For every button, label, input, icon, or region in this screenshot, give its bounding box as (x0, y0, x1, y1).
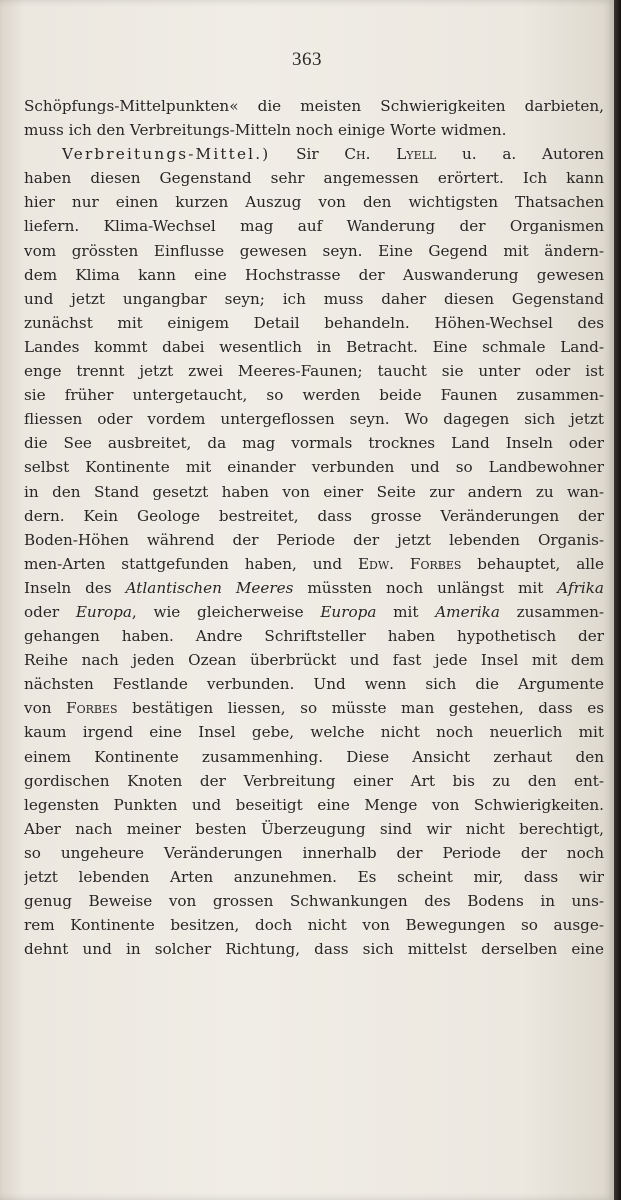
text-segment: selbst Kontinente mit einander verbunden und so Landbewohner (24, 458, 604, 477)
text-line (24, 166, 604, 190)
text-line (24, 793, 604, 817)
text-segment: vom grössten Einflusse gewesen seyn. Eine Gegend mit ändern- (24, 241, 604, 260)
text-segment: Europa (320, 602, 377, 621)
text-segment: dem Klima kann eine Hochstrasse der Auswanderung gewesen (24, 265, 604, 284)
text-segment: oder (24, 602, 76, 621)
text-line (24, 576, 604, 600)
text-segment: enge trennt jetzt zwei Meeres-Faunen; taucht sie unter oder ist (24, 362, 604, 381)
text-line (24, 648, 604, 672)
text-segment: Verbreitungs-Mittel.) (62, 145, 271, 164)
text-segment: , wie gleicherweise (131, 602, 321, 621)
text-segment: sie früher untergetaucht, so werden beide Faunen zusammen- (24, 386, 604, 405)
text-segment: Amerika (435, 602, 500, 621)
text-segment: kaum irgend eine Insel gebe, welche nicht noch neuerlich mit (24, 723, 604, 742)
text-line (24, 504, 604, 528)
text-segment: men-Arten stattgefunden haben, und (24, 554, 358, 573)
text-segment: Schöpfungs-Mittelpunkten« die meisten Schwierigkeiten darbieten, (24, 97, 604, 115)
text-segment: in den Stand gesetzt haben von einer Seite zur andern zu wan- (24, 482, 604, 501)
text-segment: dehnt und in solcher Richtung, dass sich mittelst derselben eine (24, 940, 604, 959)
text-segment: von (24, 699, 67, 718)
text-segment: rem Kontinente besitzen, doch nicht von Bewegungen so ausge- (24, 916, 604, 935)
text-line (24, 359, 604, 383)
text-line (24, 263, 604, 287)
text-segment: Atlantischen Meeres (125, 578, 294, 597)
text-segment: Sir (270, 145, 345, 164)
text-line (24, 480, 604, 504)
text-line (24, 841, 604, 865)
text-segment: hier nur einen kurzen Auszug von den wichtigsten Thatsachen (24, 193, 604, 212)
text-segment: u. a. Autoren (436, 145, 604, 164)
text-line (24, 552, 604, 576)
text-segment: Aber nach meiner besten Überzeugung sind wir nicht berechtigt, (24, 819, 604, 838)
text-line (24, 817, 604, 841)
text-line (24, 190, 604, 214)
text-segment: gordischen Knoten der Verbreitung einer Art bis zu den ent- (24, 771, 604, 790)
text-segment: Inseln des (24, 578, 126, 597)
text-line (24, 865, 604, 889)
text-line (24, 600, 604, 624)
text-line (24, 287, 604, 311)
text-line (24, 214, 604, 238)
text-segment: Forbes (66, 699, 118, 718)
text-line (24, 720, 604, 744)
text-segment: legensten Punkten und beseitigt eine Menge von Schwierigkeiten. (24, 795, 604, 814)
text-segment: Edw. Forbes (357, 554, 462, 573)
text-segment: mit (376, 602, 436, 621)
text-line (24, 239, 604, 263)
text-line (24, 455, 604, 479)
text-segment: gehangen haben. Andre Schriftsteller haben hypothetisch der (24, 627, 604, 646)
text-segment: Afrika (557, 578, 604, 597)
text-line (24, 383, 604, 407)
text-segment: zunächst mit einigem Detail behandeln. Höhen-Wechsel des (24, 313, 604, 332)
page-number: 363 (292, 49, 322, 70)
text-segment: genug Beweise von grossen Schwankungen des Bodens in uns- (24, 892, 604, 911)
text-line (24, 624, 604, 648)
text-segment: Reihe nach jeden Ozean überbrückt und fast jede Insel mit dem (24, 651, 604, 670)
text-segment: Europa (75, 602, 132, 621)
text-segment: und jetzt ungangbar seyn; ich muss daher diesen Gegenstand (24, 289, 604, 308)
text-segment: fliessen oder vordem untergeflossen seyn. Wo dagegen sich jetzt (24, 410, 604, 429)
text-line (24, 311, 604, 335)
text-segment: müssten noch unlängst mit (293, 578, 558, 597)
text-segment: muss ich den Verbreitungs-Mitteln noch einige Worte widmen. (24, 121, 507, 140)
text-segment: so ungeheure Veränderungen innerhalb der Periode der noch (24, 843, 604, 862)
text-segment: zusammen- (499, 602, 604, 621)
text-segment: die See ausbreitet, da mag vormals trocknes Land Inseln oder (24, 434, 604, 453)
text-line (24, 118, 604, 142)
text-line (24, 672, 604, 696)
text-segment: dern. Kein Geologe bestreitet, dass grosse Veränderungen der (24, 506, 604, 525)
text-line (24, 142, 604, 166)
text-segment: bestätigen liessen, so müsste man gestehen, dass es (117, 699, 604, 718)
text-segment: Landes kommt dabei wesentlich in Betracht. Eine schmale Land- (24, 337, 604, 356)
text-line (24, 745, 604, 769)
text-line (24, 407, 604, 431)
text-line (24, 937, 604, 961)
text-segment: einem Kontinente zusammenhing. Diese Ansicht zerhaut den (24, 747, 604, 766)
text-segment: haben diesen Gegenstand sehr angemessen erörtert. Ich kann (24, 169, 604, 188)
text-line (24, 889, 604, 913)
text-segment: Boden-Höhen während der Periode der jetzt lebenden Organis- (24, 530, 604, 549)
text-segment: behauptet, alle (461, 554, 604, 573)
text-line (24, 696, 604, 720)
book-spine (614, 0, 621, 1200)
text-segment: liefern. Klima-Wechsel mag auf Wanderung der Organismen (24, 217, 604, 236)
text-segment: jetzt lebenden Arten anzunehmen. Es scheint mir, dass wir (24, 868, 604, 886)
text-segment: Ch. Lyell (344, 145, 437, 164)
text-line (24, 335, 604, 359)
text-segment: nächsten Festlande verbunden. Und wenn sich die Argumente (24, 675, 604, 694)
text-line (24, 913, 604, 937)
text-line (24, 431, 604, 455)
text-line (24, 769, 604, 793)
text-line (24, 528, 604, 552)
text-line (24, 94, 604, 118)
body-text (24, 94, 604, 961)
